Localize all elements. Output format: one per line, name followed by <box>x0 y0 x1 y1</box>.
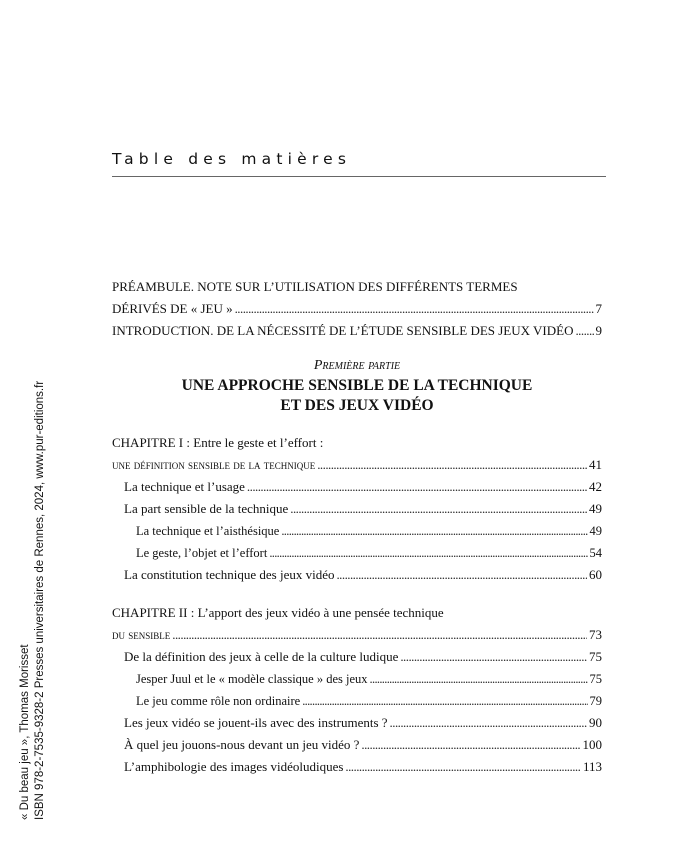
toc-page-number: 49 <box>589 524 602 538</box>
toc-entry-introduction[interactable] <box>112 320 602 342</box>
toc-entry-label: La part sensible de la technique <box>124 501 289 516</box>
toc-entry-chapter2[interactable] <box>112 624 602 646</box>
toc-entry-section[interactable] <box>112 564 602 586</box>
toc-entry-label: Les jeux vidéo se jouent-ils avec des instruments ? <box>124 715 388 730</box>
dot-leader <box>400 646 587 668</box>
dot-leader <box>345 756 581 778</box>
title-rule <box>112 176 606 177</box>
toc-page-number: 75 <box>589 649 602 664</box>
dot-leader <box>575 320 593 342</box>
toc-page-number: 60 <box>589 567 602 582</box>
dot-leader <box>290 498 587 520</box>
toc-page-number: 7 <box>595 301 602 316</box>
side-credit <box>18 381 48 820</box>
toc-page-number: 113 <box>582 759 602 774</box>
credit-line2: ISBN 978-2-7535-9328-2 Presses universitaires de Rennes, 2024, www.pur-editions.fr <box>34 380 46 820</box>
toc-entry-label: Le geste, l’objet et l’effort <box>136 546 268 560</box>
toc-entry-label: une définition sensible de la technique <box>112 457 316 472</box>
toc-entry-label: La constitution technique des jeux vidéo <box>124 567 335 582</box>
dot-leader <box>247 476 587 498</box>
toc-entry-section[interactable] <box>112 712 602 734</box>
toc-entry-label: La technique et l’aisthésique <box>136 524 280 538</box>
chapter2-title-line1: CHAPITRE II : L’apport des jeux vidéo à une pensée technique <box>112 605 444 620</box>
toc-entry-subsection[interactable] <box>112 690 602 712</box>
dot-leader <box>269 542 587 564</box>
toc-entry-label: De la définition des jeux à celle de la culture ludique <box>124 649 399 664</box>
toc-entry-subsection[interactable] <box>112 668 602 690</box>
dot-leader <box>302 690 587 712</box>
chapter1-title-line1: CHAPITRE I : Entre le geste et l’effort : <box>112 435 324 450</box>
toc-entry-subsection[interactable] <box>112 520 602 542</box>
toc-entry-label: DÉRIVÉS DE « JEU » <box>112 301 233 316</box>
toc-page-number: 49 <box>589 501 602 516</box>
dot-leader <box>361 734 580 756</box>
toc-page-number: 79 <box>589 694 602 708</box>
dot-leader <box>281 520 587 542</box>
toc-entry-section[interactable] <box>112 498 602 520</box>
dot-leader <box>336 564 587 586</box>
toc-entry-label: INTRODUCTION. DE LA NÉCESSITÉ DE L’ÉTUDE SENSIBLE DES JEUX VIDÉO <box>112 323 574 338</box>
toc-page-number: 41 <box>589 457 602 472</box>
toc-entry-chapter1[interactable] <box>112 454 602 476</box>
dot-leader <box>390 712 587 734</box>
table-of-contents <box>112 276 602 778</box>
toc-page-number: 73 <box>589 627 602 642</box>
toc-entry-label: À quel jeu jouons-nous devant un jeu vidéo ? <box>124 737 360 752</box>
dot-leader <box>172 624 587 646</box>
toc-entry-section[interactable] <box>112 476 602 498</box>
dot-leader <box>317 454 587 476</box>
toc-page-number: 100 <box>582 737 602 752</box>
dot-leader <box>235 298 594 320</box>
toc-page-number: 90 <box>589 715 602 730</box>
toc-entry-label: Jesper Juul et le « modèle classique » des jeux <box>136 672 368 686</box>
toc-entry-subsection[interactable] <box>112 542 602 564</box>
dot-leader <box>370 668 588 690</box>
toc-page-number: 9 <box>595 323 602 338</box>
toc-entry-label: du sensible <box>112 627 171 642</box>
page-title: Table des matières <box>112 150 352 168</box>
toc-page-number: 75 <box>589 672 602 686</box>
part-title-line1: UNE APPROCHE SENSIBLE DE LA TECHNIQUE <box>181 377 533 394</box>
toc-entry-section[interactable] <box>112 756 602 778</box>
part-title-line2: ET DES JEUX VIDÉO <box>280 397 434 414</box>
toc-entry-label: La technique et l’usage <box>124 479 245 494</box>
toc-entry-section[interactable] <box>112 734 602 756</box>
toc-entry-preambule-line1: PRÉAMBULE. NOTE SUR L’UTILISATION DES DIFFÉRENTS TERMES <box>112 279 518 294</box>
part-label: Première partie <box>313 358 401 373</box>
toc-entry-label: Le jeu comme rôle non ordinaire <box>136 694 301 708</box>
toc-entry-section[interactable] <box>112 646 602 668</box>
toc-page-number: 54 <box>589 546 602 560</box>
toc-page-number: 42 <box>589 479 602 494</box>
toc-entry-label: L’amphibologie des images vidéoludiques <box>124 759 344 774</box>
credit-line1: « Du beau jeu », Thomas Morisset <box>19 644 31 820</box>
toc-entry-preambule[interactable] <box>112 298 602 320</box>
